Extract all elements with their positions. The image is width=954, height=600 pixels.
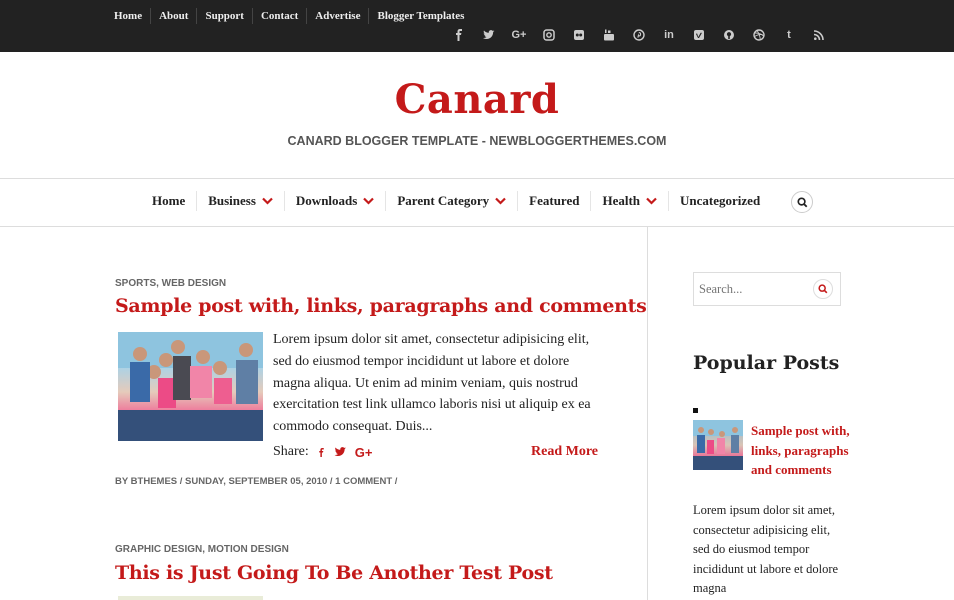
google-plus-icon[interactable]: G+: [354, 444, 373, 460]
search-button[interactable]: [813, 279, 833, 299]
nav-item-home[interactable]: [141, 191, 196, 211]
chevron-down-icon: [363, 197, 374, 205]
linkedin-icon[interactable]: in: [664, 29, 674, 41]
top-link-about[interactable]: About: [150, 8, 196, 24]
post-categories[interactable]: GRAPHIC DESIGN, MOTION DESIGN: [115, 544, 289, 555]
top-links: [110, 8, 472, 24]
chevron-down-icon: [495, 197, 506, 205]
github-icon[interactable]: [714, 27, 744, 43]
read-more-link[interactable]: Read More: [531, 444, 598, 459]
popular-posts-heading: Popular Posts: [693, 352, 840, 374]
share-label: Share:: [273, 444, 309, 459]
nav-item-downloads[interactable]: [284, 191, 385, 211]
nav-item-business[interactable]: [196, 191, 284, 211]
nav-search-button[interactable]: [791, 191, 813, 213]
post-thumbnail[interactable]: [118, 596, 263, 600]
nav-item-parent-category[interactable]: [385, 191, 517, 211]
top-link-advertise[interactable]: Advertise: [306, 8, 368, 24]
twitter-icon[interactable]: [474, 27, 504, 43]
social-icons: [444, 27, 834, 43]
nav-label: Parent Category: [397, 193, 490, 208]
dribbble-icon[interactable]: [744, 27, 774, 43]
post-categories[interactable]: SPORTS, WEB DESIGN: [115, 278, 227, 289]
nav-item-uncategorized[interactable]: [668, 191, 771, 211]
list-bullet: [693, 408, 698, 413]
sidebar-search: [693, 272, 841, 306]
top-link-home[interactable]: Home: [114, 10, 143, 22]
nav-label: Uncategorized: [680, 193, 761, 208]
nav-label: Business: [208, 193, 256, 208]
sidebar-divider: [647, 227, 648, 600]
search-icon: [797, 197, 808, 208]
rss-icon[interactable]: [804, 27, 834, 43]
pinterest-icon[interactable]: [624, 27, 654, 43]
google-plus-icon[interactable]: G+: [511, 29, 527, 41]
chevron-down-icon: [262, 197, 273, 205]
post-excerpt: Lorem ipsum dolor sit amet, consectetur adipisicing elit, sed do eiusmod tempor incididunt ut labore et dolore magna aliqua. Ut enim ad minim veniam, quis nostrud exercitation test link ullamco laboris nisi ut aliquip ex ea commodo consequat. Duis...: [273, 332, 591, 435]
top-link-contact[interactable]: Contact: [252, 8, 306, 24]
search-icon: [818, 284, 828, 294]
nav-label: Featured: [529, 193, 580, 208]
site-description: CANARD BLOGGER TEMPLATE - NEWBLOGGERTHEMES.COM: [287, 134, 667, 148]
main-nav: [0, 178, 954, 227]
popular-post-title[interactable]: Sample post with, links, paragraphs and comments: [751, 423, 850, 477]
nav-label: Downloads: [295, 193, 358, 208]
nav-item-health[interactable]: [590, 191, 668, 211]
nav-label: Health: [602, 193, 641, 208]
search-input[interactable]: [694, 273, 812, 305]
site-title[interactable]: Canard: [394, 76, 560, 123]
facebook-icon[interactable]: [317, 446, 326, 459]
top-bar: [0, 0, 954, 52]
chevron-down-icon: [646, 197, 657, 205]
post-meta: BY BTHEMES / SUNDAY, SEPTEMBER 05, 2010 / 1 COMMENT /: [115, 476, 398, 487]
popular-post-thumbnail[interactable]: [693, 420, 743, 470]
facebook-icon[interactable]: [444, 27, 474, 43]
flickr-icon[interactable]: [564, 27, 594, 43]
top-link-blogger-templates[interactable]: Blogger Templates: [368, 8, 472, 24]
twitter-icon[interactable]: [334, 446, 347, 458]
post-title[interactable]: This is Just Going To Be Another Test Post: [115, 562, 553, 584]
tumblr-icon[interactable]: t: [787, 29, 791, 41]
nav-label: Home: [152, 193, 186, 208]
youtube-icon[interactable]: [594, 27, 624, 43]
top-link-support[interactable]: Support: [196, 8, 252, 24]
post-title[interactable]: Sample post with, links, paragraphs and comments: [115, 295, 647, 317]
popular-post-excerpt: Lorem ipsum dolor sit amet, consectetur adipisicing elit, sed do eiusmod tempor incididunt ut labore et dolore magna: [693, 503, 839, 596]
post-thumbnail[interactable]: [118, 332, 263, 441]
nav-item-featured[interactable]: [517, 191, 590, 211]
instagram-icon[interactable]: [534, 27, 564, 43]
vimeo-icon[interactable]: [684, 27, 714, 43]
share-bar: [273, 444, 372, 460]
